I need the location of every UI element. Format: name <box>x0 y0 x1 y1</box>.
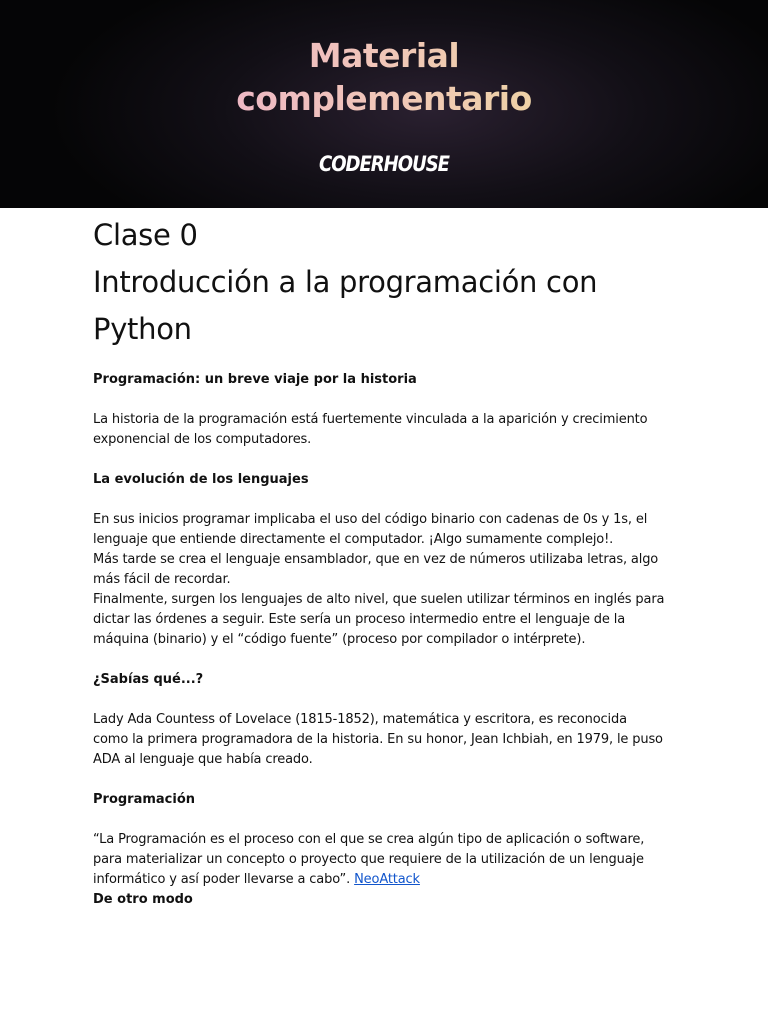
paragraph-line: dictar las órdenes a seguir. Este sería un proceso intermedio entre el lenguaje de la <box>93 612 626 627</box>
section-title-evolution: La evolución de los lenguajes <box>93 472 309 487</box>
paragraph-line: ADA al lenguaje que había creado. <box>93 752 313 767</box>
paragraph-line: más fácil de recordar. <box>93 572 231 587</box>
title-line-1: Introducción a la programación con <box>93 265 598 299</box>
header-banner <box>0 0 768 208</box>
quote-text: informático y así poder llevarse a cabo”. <box>93 872 351 887</box>
section-title-programming: Programación <box>93 792 196 807</box>
paragraph-line: En sus inicios programar implicaba el uso del código binario con cadenas de 0s y 1s, el <box>93 512 648 527</box>
paragraph-line: Lady Ada Countess of Lovelace (1815-1852), matemática y escritora, es reconocida <box>93 712 627 727</box>
quote-ending-line <box>93 870 683 890</box>
paragraph-line: La historia de la programación está fuertemente vinculada a la aparición y crecimiento <box>93 412 648 427</box>
title-line-2: Python <box>93 312 192 346</box>
paragraph-line: “La Programación es el proceso con el que se crea algún tipo de aplicación o software, <box>93 832 645 847</box>
coderhouse-logo: CODERHOUSE <box>318 152 449 176</box>
section-title-did-you-know: ¿Sabías qué...? <box>93 672 204 687</box>
paragraph-line: máquina (binario) y el “código fuente” (proceso por compilador o intérprete). <box>93 632 586 647</box>
banner-title-line1: Material <box>0 34 768 78</box>
neoattack-link[interactable]: NeoAttack <box>354 872 420 887</box>
paragraph-line: Más tarde se crea el lenguaje ensamblador, que en vez de números utilizaba letras, algo <box>93 552 659 567</box>
paragraph-line: lenguaje que entiende directamente el computador. ¡Algo sumamente complejo!. <box>93 532 614 547</box>
banner-title-line2: complementario <box>0 77 768 121</box>
paragraph-line: para materializar un concepto o proyecto que requiere de la utilización de un lenguaje <box>93 852 644 867</box>
paragraph-line: como la primera programadora de la historia. En su honor, Jean Ichbiah, en 1979, le puso <box>93 732 663 747</box>
paragraph-line: Finalmente, surgen los lenguajes de alto nivel, que suelen utilizar términos en inglés para <box>93 592 665 607</box>
section-title-history: Programación: un breve viaje por la historia <box>93 372 417 387</box>
paragraph-line: exponencial de los computadores. <box>93 432 312 447</box>
class-heading: Clase 0 <box>93 218 198 252</box>
section-title-otherwise: De otro modo <box>93 892 193 907</box>
document-body <box>93 212 683 910</box>
